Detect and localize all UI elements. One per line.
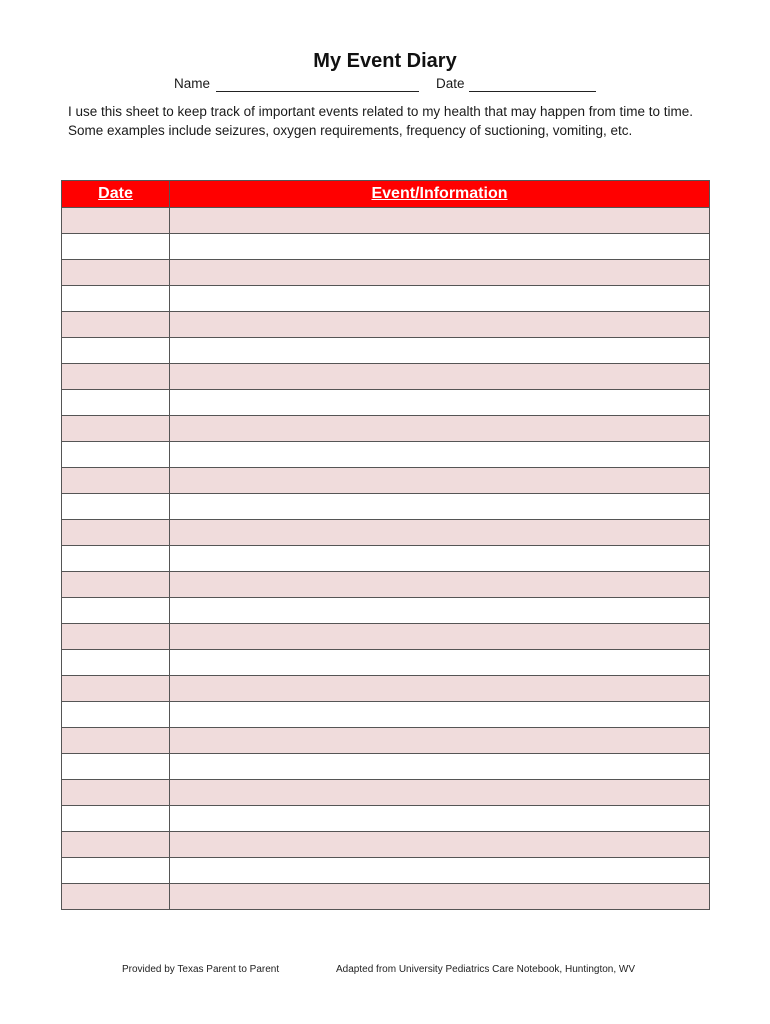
table-row xyxy=(62,676,710,702)
date-cell[interactable] xyxy=(62,754,170,780)
event-cell[interactable] xyxy=(170,286,710,312)
event-cell[interactable] xyxy=(170,754,710,780)
event-cell[interactable] xyxy=(170,364,710,390)
table-header-row xyxy=(62,181,710,208)
event-cell[interactable] xyxy=(170,728,710,754)
date-cell[interactable] xyxy=(62,728,170,754)
date-column-header: Date xyxy=(62,181,170,208)
table-row xyxy=(62,468,710,494)
table-row xyxy=(62,624,710,650)
table-row xyxy=(62,806,710,832)
date-cell[interactable] xyxy=(62,416,170,442)
date-label: Date xyxy=(436,76,465,91)
event-diary-table xyxy=(61,180,710,910)
event-cell[interactable] xyxy=(170,650,710,676)
date-cell[interactable] xyxy=(62,364,170,390)
date-cell[interactable] xyxy=(62,312,170,338)
date-cell[interactable] xyxy=(62,494,170,520)
date-cell[interactable] xyxy=(62,286,170,312)
event-cell[interactable] xyxy=(170,598,710,624)
header-fields xyxy=(0,76,770,96)
event-cell[interactable] xyxy=(170,260,710,286)
table-row xyxy=(62,650,710,676)
date-cell[interactable] xyxy=(62,598,170,624)
table-row xyxy=(62,364,710,390)
event-column-header: Event/Information xyxy=(170,181,710,208)
date-cell[interactable] xyxy=(62,572,170,598)
event-cell[interactable] xyxy=(170,858,710,884)
table-row xyxy=(62,234,710,260)
table-row xyxy=(62,598,710,624)
event-cell[interactable] xyxy=(170,624,710,650)
table-row xyxy=(62,728,710,754)
event-cell[interactable] xyxy=(170,390,710,416)
date-cell[interactable] xyxy=(62,884,170,910)
table-row xyxy=(62,832,710,858)
date-cell[interactable] xyxy=(62,806,170,832)
table-body xyxy=(62,208,710,910)
event-cell[interactable] xyxy=(170,494,710,520)
event-cell[interactable] xyxy=(170,416,710,442)
name-label: Name xyxy=(174,76,211,91)
event-cell[interactable] xyxy=(170,234,710,260)
name-field[interactable] xyxy=(216,91,419,92)
table-row xyxy=(62,286,710,312)
date-cell[interactable] xyxy=(62,832,170,858)
date-cell[interactable] xyxy=(62,338,170,364)
event-cell[interactable] xyxy=(170,208,710,234)
date-cell[interactable] xyxy=(62,676,170,702)
event-cell[interactable] xyxy=(170,806,710,832)
event-cell[interactable] xyxy=(170,546,710,572)
table-row xyxy=(62,780,710,806)
page-title: My Event Diary xyxy=(313,50,457,72)
table-row xyxy=(62,884,710,910)
table-row xyxy=(62,702,710,728)
table-row xyxy=(62,572,710,598)
event-cell[interactable] xyxy=(170,702,710,728)
event-cell[interactable] xyxy=(170,468,710,494)
table-row xyxy=(62,260,710,286)
date-cell[interactable] xyxy=(62,780,170,806)
date-cell[interactable] xyxy=(62,650,170,676)
date-cell[interactable] xyxy=(62,442,170,468)
table-row xyxy=(62,416,710,442)
event-cell[interactable] xyxy=(170,676,710,702)
date-cell[interactable] xyxy=(62,468,170,494)
event-cell[interactable] xyxy=(170,884,710,910)
event-cell[interactable] xyxy=(170,442,710,468)
table-row xyxy=(62,858,710,884)
event-cell[interactable] xyxy=(170,338,710,364)
table-row xyxy=(62,442,710,468)
table-row xyxy=(62,208,710,234)
intro-paragraph: I use this sheet to keep track of important events related to my health that may happen from time to time. Some examples include seizures, oxygen requirements, frequency of suctioning, vomiting, etc. xyxy=(68,104,694,138)
event-cell[interactable] xyxy=(170,832,710,858)
event-cell[interactable] xyxy=(170,520,710,546)
date-cell[interactable] xyxy=(62,208,170,234)
table-row xyxy=(62,390,710,416)
date-cell[interactable] xyxy=(62,702,170,728)
table-row xyxy=(62,494,710,520)
event-cell[interactable] xyxy=(170,312,710,338)
event-cell[interactable] xyxy=(170,780,710,806)
date-cell[interactable] xyxy=(62,390,170,416)
date-cell[interactable] xyxy=(62,546,170,572)
date-cell[interactable] xyxy=(62,234,170,260)
table-row xyxy=(62,754,710,780)
table-row xyxy=(62,520,710,546)
date-cell[interactable] xyxy=(62,858,170,884)
date-field[interactable] xyxy=(469,91,596,92)
footer-credit-right: Adapted from University Pediatrics Care Notebook, Huntington, WV xyxy=(336,964,636,975)
table-row xyxy=(62,312,710,338)
footer-credit-left: Provided by Texas Parent to Parent xyxy=(122,964,280,975)
date-cell[interactable] xyxy=(62,520,170,546)
date-cell[interactable] xyxy=(62,260,170,286)
table-row xyxy=(62,338,710,364)
event-cell[interactable] xyxy=(170,572,710,598)
table-row xyxy=(62,546,710,572)
date-cell[interactable] xyxy=(62,624,170,650)
